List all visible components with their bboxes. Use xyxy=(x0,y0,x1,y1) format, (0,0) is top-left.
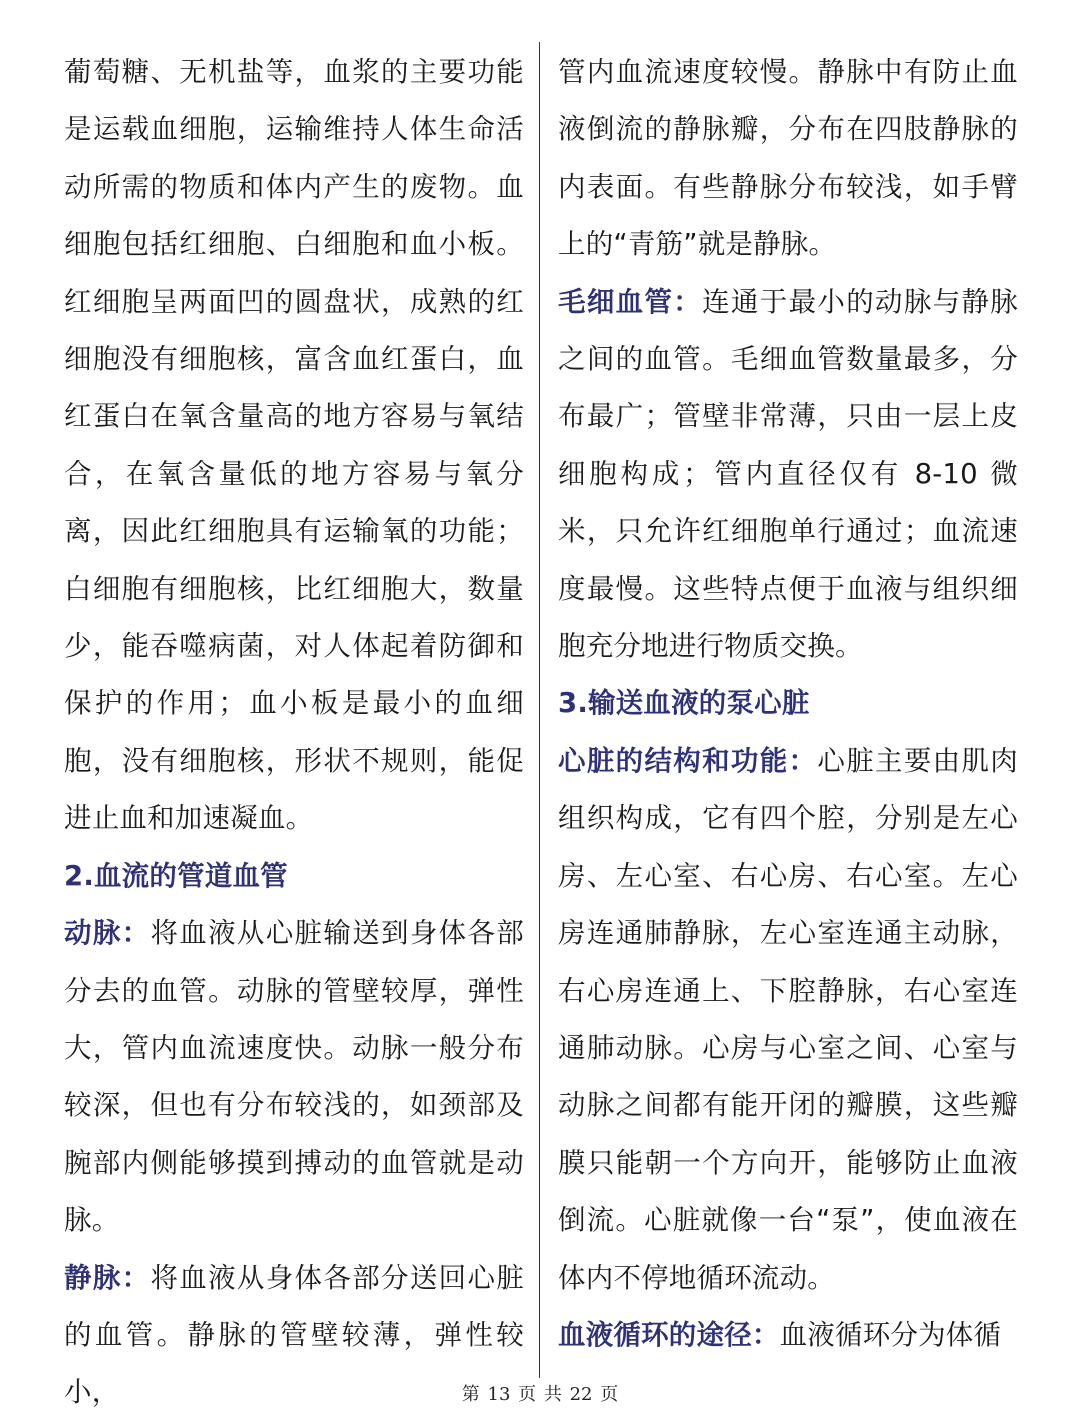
artery-paragraph xyxy=(64,905,524,1249)
vein-continued-text: 管内血流速度较慢。静脉中有防止血液倒流的静脉瓣，分布在四肢静脉的内表面。有些静脉分布较浅，如手臂上的“青筋”就是静脉。 xyxy=(558,56,1018,261)
capillary-text: 连通于最小的动脉与静脉之间的血管。毛细血管数量最多，分布最广；管壁非常薄，只由一层上皮细胞构成；管内直径仅有 8-10 微米，只允许红细胞单行通过；血流速度最慢。这些特点便于血液与组织细胞充分地进行物质交换。 xyxy=(558,285,1019,663)
capillary-paragraph xyxy=(558,274,1018,676)
circulation-term: 血液循环的途径： xyxy=(558,1318,780,1351)
capillary-term: 毛细血管： xyxy=(558,285,703,318)
blood-cells-text: 葡萄糖、无机盐等，血浆的主要功能是运载血细胞，运输维持人体生命活动所需的物质和体内产生的废物。血细胞包括红细胞、白细胞和血小板。红细胞呈两面凹的圆盘状，成熟的红细胞没有细胞核，富含血红蛋白，血红蛋白在氧含量高的地方容易与氧结合，在氧含量低的地方容易与氧分离，因此红细胞具有运输氧的功能；白细胞有细胞核，比红细胞大，数量少，能吞噬病菌，对人体起着防御和保护的作用；血小板是最小的血细胞，没有细胞核，形状不规则，能促进止血和加速凝血。 xyxy=(64,56,524,835)
section-heading-heart: 3.输送血液的泵心脏 xyxy=(558,687,810,720)
circulation-paragraph xyxy=(558,1307,1018,1364)
column-divider xyxy=(539,42,540,1378)
artery-text: 将血液从心脏输送到身体各部分去的血管。动脉的管壁较厚，弹性大，管内血流速度快。动脉一般分布较深，但也有分布较浅的，如颈部及腕部内侧能够摸到搏动的血管就是动脉。 xyxy=(64,917,524,1237)
page-number-footer: 第 13 页 共 22 页 xyxy=(461,1384,619,1405)
section-heading-blood-vessels: 2.血流的管道血管 xyxy=(64,859,288,892)
vein-text: 将血液从身体各部分送回心脏的血管。静脉的管壁较薄，弹性较小， xyxy=(64,1261,524,1409)
vein-term: 静脉： xyxy=(64,1261,151,1294)
blood-cells-paragraph xyxy=(64,44,524,848)
left-column xyxy=(64,44,524,1422)
heart-paragraph xyxy=(558,733,1018,1307)
heart-term: 心脏的结构和功能： xyxy=(558,744,818,777)
artery-term: 动脉： xyxy=(64,917,151,950)
circulation-text: 血液循环分为体循 xyxy=(779,1318,1002,1351)
right-column xyxy=(558,44,1018,1364)
heart-text: 心脏主要由肌肉组织构成，它有四个腔，分别是左心房、左心室、右心房、右心室。左心房连通肺静脉，左心室连通主动脉，右心房连通上、下腔静脉，右心室连通肺动脉。心房与心室之间、心室与动脉之间都有能开闭的瓣膜，这些瓣膜只能朝一个方向开，能够防止血液倒流。心脏就像一台“泵”，使血液在体内不停地循环流动。 xyxy=(558,744,1018,1294)
vein-continued-paragraph xyxy=(558,44,1018,274)
